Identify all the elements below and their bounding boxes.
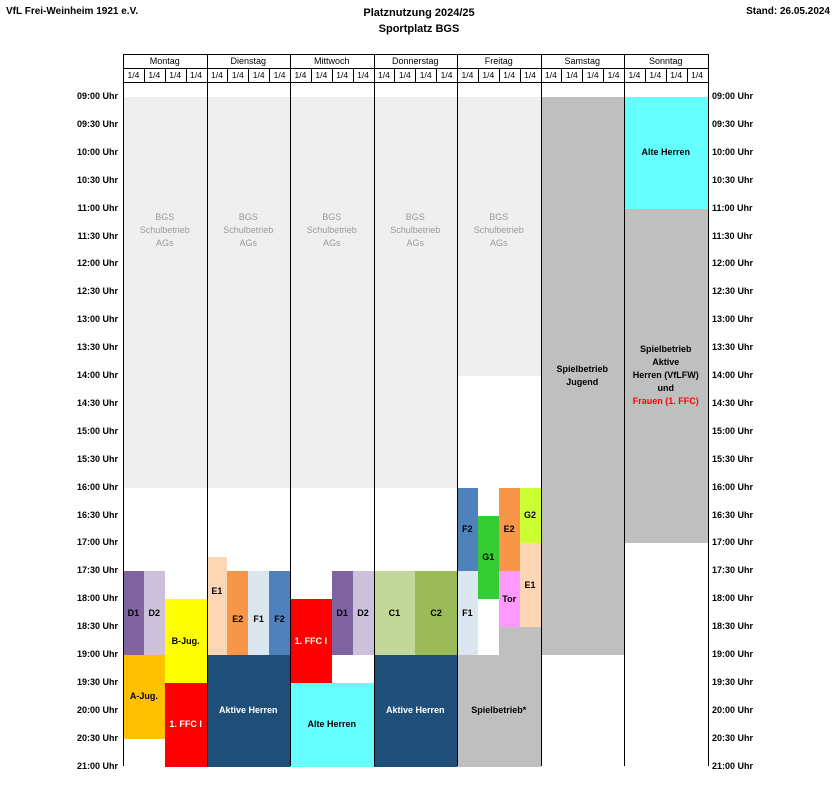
- grid-line: [603, 68, 604, 82]
- block-label: D2: [148, 607, 161, 618]
- block-d2-montag: [144, 571, 165, 655]
- quarter-label: 1/4: [378, 70, 390, 80]
- quarter-label: 1/4: [148, 70, 161, 80]
- grid-line: [144, 68, 145, 82]
- block-spielbetrieb-sonntag: [624, 209, 708, 544]
- grid-line: [582, 68, 583, 82]
- time-label: 16:30 Uhr: [76, 509, 118, 520]
- block-tor-freitag: [499, 571, 520, 627]
- grid-line: [227, 68, 228, 82]
- quarter-label: 1/4: [649, 70, 662, 80]
- block-alte-herren-sonntag: [624, 97, 708, 209]
- time-label: 13:30 Uhr: [76, 342, 118, 353]
- time-label: 10:30 Uhr: [76, 174, 118, 185]
- time-label: 14:00 Uhr: [76, 370, 118, 380]
- day-header: Donnerstag: [391, 56, 439, 66]
- block-label: 1. FFC I: [169, 719, 202, 730]
- block-label: F1: [462, 607, 473, 618]
- grid-line: [478, 68, 479, 82]
- grid-line: [708, 54, 709, 766]
- time-label: 16:00 Uhr: [76, 481, 118, 492]
- quarter-label: 1/4: [273, 70, 286, 80]
- block-label: Spielbetrieb Aktive Herren (VfLFW) und: [632, 344, 699, 394]
- block-label: BGS Schulbetrieb AGs: [390, 212, 441, 249]
- time-label: 20:00 Uhr: [712, 704, 754, 715]
- quarter-label: 1/4: [336, 70, 349, 80]
- time-label: 17:00 Uhr: [76, 537, 118, 548]
- time-label: 11:00 Uhr: [712, 202, 753, 213]
- grid-line: [645, 68, 646, 82]
- block-d1-mittwoch: [332, 571, 353, 655]
- time-label: 17:30 Uhr: [76, 565, 118, 576]
- quarter-label: 1/4: [607, 70, 620, 80]
- grid-line: [311, 68, 312, 82]
- block-label: BGS Schulbetrieb AGs: [223, 212, 274, 249]
- time-label: 12:30 Uhr: [76, 286, 118, 297]
- block-label: Spielbetrieb*: [471, 705, 527, 716]
- grid-line: [123, 54, 708, 55]
- time-label: 21:00 Uhr: [712, 760, 754, 771]
- grid-line: [457, 54, 458, 766]
- time-label: 11:30 Uhr: [77, 230, 118, 241]
- block-bgs-dienstag: [207, 97, 291, 488]
- block-e1-freitag: [520, 543, 541, 627]
- block-spielbetrieb-samstag: [541, 97, 625, 655]
- grid-line: [374, 54, 375, 766]
- block-label: Alte Herren: [307, 719, 356, 730]
- time-label: 18:00 Uhr: [76, 593, 118, 604]
- block-label: G1: [482, 551, 495, 562]
- grid-line: [332, 68, 333, 82]
- block-label: E1: [211, 586, 223, 597]
- time-label: 15:30 Uhr: [76, 453, 118, 464]
- title: Platznutzung 2024/25: [363, 7, 475, 19]
- time-label: 17:30 Uhr: [712, 565, 754, 576]
- time-label: 12:30 Uhr: [712, 286, 754, 297]
- block-g1-freitag: [478, 516, 499, 600]
- time-label: 15:00 Uhr: [712, 425, 754, 436]
- block-label: F1: [253, 614, 264, 625]
- block-label-extra: Frauen (1. FFC): [632, 396, 699, 407]
- time-label: 10:30 Uhr: [712, 174, 754, 185]
- block-f1-dienstag: [248, 571, 269, 655]
- quarter-label: 1/4: [691, 70, 703, 80]
- time-label: 16:30 Uhr: [712, 509, 754, 520]
- block-label: F2: [462, 523, 473, 534]
- grid-line: [123, 68, 708, 69]
- block-label: D2: [357, 607, 369, 618]
- quarter-label: 1/4: [398, 70, 411, 80]
- grid-line: [561, 68, 562, 82]
- grid-line: [248, 68, 249, 82]
- time-label: 09:30 Uhr: [712, 118, 754, 129]
- time-label: 13:30 Uhr: [712, 342, 754, 353]
- block-label: A-Jug.: [129, 691, 158, 702]
- grid-line: [624, 54, 625, 766]
- block-label: BGS Schulbetrieb AGs: [473, 212, 524, 249]
- grid-line: [415, 68, 416, 82]
- time-label: 14:00 Uhr: [712, 370, 754, 380]
- grid-line: [666, 68, 667, 82]
- day-header: Mittwoch: [313, 56, 350, 66]
- block-e1-dienstag: [207, 557, 228, 655]
- time-label: 18:30 Uhr: [712, 621, 754, 632]
- time-label: 09:00 Uhr: [76, 91, 118, 101]
- quarter-label: 1/4: [190, 70, 202, 80]
- block-ffc-montag: [165, 683, 207, 767]
- day-header: Dienstag: [230, 56, 267, 66]
- grid-line: [123, 54, 124, 766]
- block-label: BGS Schulbetrieb AGs: [139, 212, 190, 249]
- grid-line: [165, 68, 166, 82]
- quarter-label: 1/4: [482, 70, 495, 80]
- time-label: 20:00 Uhr: [76, 704, 118, 715]
- block-e2-dienstag: [227, 571, 248, 655]
- block-bgs-mittwoch: [290, 97, 374, 488]
- time-label: 12:00 Uhr: [76, 258, 118, 269]
- block-label: F2: [274, 614, 285, 625]
- quarter-label: 1/4: [545, 70, 557, 80]
- grid-line: [520, 68, 521, 82]
- day-header: Samstag: [564, 56, 601, 66]
- day-header: Montag: [149, 56, 180, 66]
- grid-line: [687, 68, 688, 82]
- block-label-group: [633, 343, 699, 408]
- grid-line: [186, 68, 187, 82]
- time-label: 18:00 Uhr: [712, 593, 754, 604]
- quarter-label: 1/4: [294, 70, 307, 80]
- block-aktive-dienstag: [207, 655, 291, 767]
- club-name: VfL Frei-Weinheim 1921 e.V.: [6, 6, 139, 17]
- grid-line: [123, 82, 708, 83]
- time-label: 14:30 Uhr: [712, 397, 754, 408]
- block-g2-freitag: [520, 488, 541, 544]
- block-label: B-Jug.: [171, 635, 200, 646]
- block-d2-mittwoch: [353, 571, 374, 655]
- quarter-label: 1/4: [211, 70, 223, 80]
- quarter-label: 1/4: [127, 70, 140, 80]
- block-label: D1: [336, 607, 348, 618]
- quarter-label: 1/4: [419, 70, 432, 80]
- time-label: 11:30 Uhr: [712, 230, 753, 241]
- quarter-label: 1/4: [440, 70, 453, 80]
- grid-line: [207, 54, 208, 766]
- block-label: E2: [503, 523, 515, 534]
- block-bgs-donnerstag: [374, 97, 458, 488]
- quarter-label: 1/4: [524, 70, 536, 80]
- time-label: 20:30 Uhr: [76, 732, 118, 743]
- quarter-label: 1/4: [503, 70, 516, 80]
- block-label: E1: [524, 579, 536, 590]
- block-label: 1. FFC I: [294, 635, 328, 646]
- time-label: 19:00 Uhr: [76, 649, 118, 659]
- block-c1-donnerstag: [374, 571, 416, 655]
- block-label: C1: [388, 607, 401, 618]
- time-label: 15:30 Uhr: [712, 453, 754, 464]
- block-bgs-freitag: [457, 97, 541, 376]
- time-label: 13:00 Uhr: [76, 314, 118, 325]
- block-label: Alte Herren: [641, 147, 690, 158]
- time-label: 17:00 Uhr: [712, 537, 754, 548]
- time-label: 10:00 Uhr: [76, 146, 118, 157]
- block-label: E2: [232, 614, 244, 625]
- quarter-label: 1/4: [565, 70, 578, 80]
- quarter-label: 1/4: [670, 70, 683, 80]
- block-label: Tor: [502, 593, 517, 604]
- time-label: 12:00 Uhr: [712, 258, 754, 269]
- day-header: Freitag: [484, 56, 513, 66]
- time-label: 21:00 Uhr: [76, 760, 118, 771]
- time-label: 19:30 Uhr: [712, 676, 754, 687]
- quarter-label: 1/4: [169, 70, 182, 80]
- date-stamp: Stand: 26.05.2024: [746, 6, 830, 17]
- time-label: 15:00 Uhr: [76, 425, 118, 436]
- block-alte-herren-mittwoch: [290, 683, 374, 767]
- block-f1-freitag: [457, 571, 478, 655]
- block-label: Spielbetrieb Jugend: [556, 364, 608, 387]
- time-label: 19:30 Uhr: [76, 676, 118, 687]
- block-aktive-donnerstag: [374, 655, 458, 767]
- block-label: Aktive Herren: [385, 705, 445, 716]
- time-label: 11:00 Uhr: [77, 202, 118, 213]
- time-label: 09:00 Uhr: [712, 91, 754, 101]
- grid-line: [541, 54, 542, 766]
- grid-line: [394, 68, 395, 82]
- quarter-label: 1/4: [461, 70, 474, 80]
- time-label: 19:00 Uhr: [712, 649, 754, 659]
- block-bgs-montag: [123, 97, 207, 488]
- block-e2-freitag: [499, 488, 520, 572]
- time-label: 09:30 Uhr: [76, 118, 118, 129]
- block-label: Aktive Herren: [218, 705, 278, 716]
- grid-line: [353, 68, 354, 82]
- grid-line: [290, 54, 291, 766]
- block-label: C2: [430, 607, 442, 618]
- block-label: D1: [127, 607, 140, 618]
- block-spielbetrieb-freitag: [457, 655, 541, 767]
- block-f2-freitag: [457, 488, 478, 572]
- time-label: 20:30 Uhr: [712, 732, 754, 743]
- grid-line: [269, 68, 270, 82]
- block-spielbetrieb-freitag-top: [499, 627, 541, 655]
- subtitle: Sportplatz BGS: [378, 23, 460, 35]
- time-label: 18:30 Uhr: [76, 621, 118, 632]
- block-d1-montag: [123, 571, 144, 655]
- time-label: 13:00 Uhr: [712, 314, 754, 325]
- quarter-label: 1/4: [586, 70, 599, 80]
- block-c2-donnerstag: [415, 571, 457, 655]
- quarter-label: 1/4: [231, 70, 244, 80]
- block-b-jug-montag: [165, 599, 207, 683]
- quarter-label: 1/4: [357, 70, 369, 80]
- quarter-label: 1/4: [252, 70, 265, 80]
- block-label: G2: [524, 509, 537, 520]
- time-label: 14:30 Uhr: [76, 397, 118, 408]
- block-label: BGS Schulbetrieb AGs: [306, 212, 357, 249]
- quarter-label: 1/4: [315, 70, 328, 80]
- time-label: 16:00 Uhr: [712, 481, 754, 492]
- time-label: 10:00 Uhr: [712, 146, 754, 157]
- grid-line: [436, 68, 437, 82]
- quarter-label: 1/4: [628, 70, 641, 80]
- day-header: Sonntag: [648, 56, 683, 66]
- block-f2-dienstag: [269, 571, 290, 655]
- block-ffc-mittwoch: [290, 599, 332, 683]
- block-a-jug-montag: [123, 655, 165, 739]
- grid-line: [499, 68, 500, 82]
